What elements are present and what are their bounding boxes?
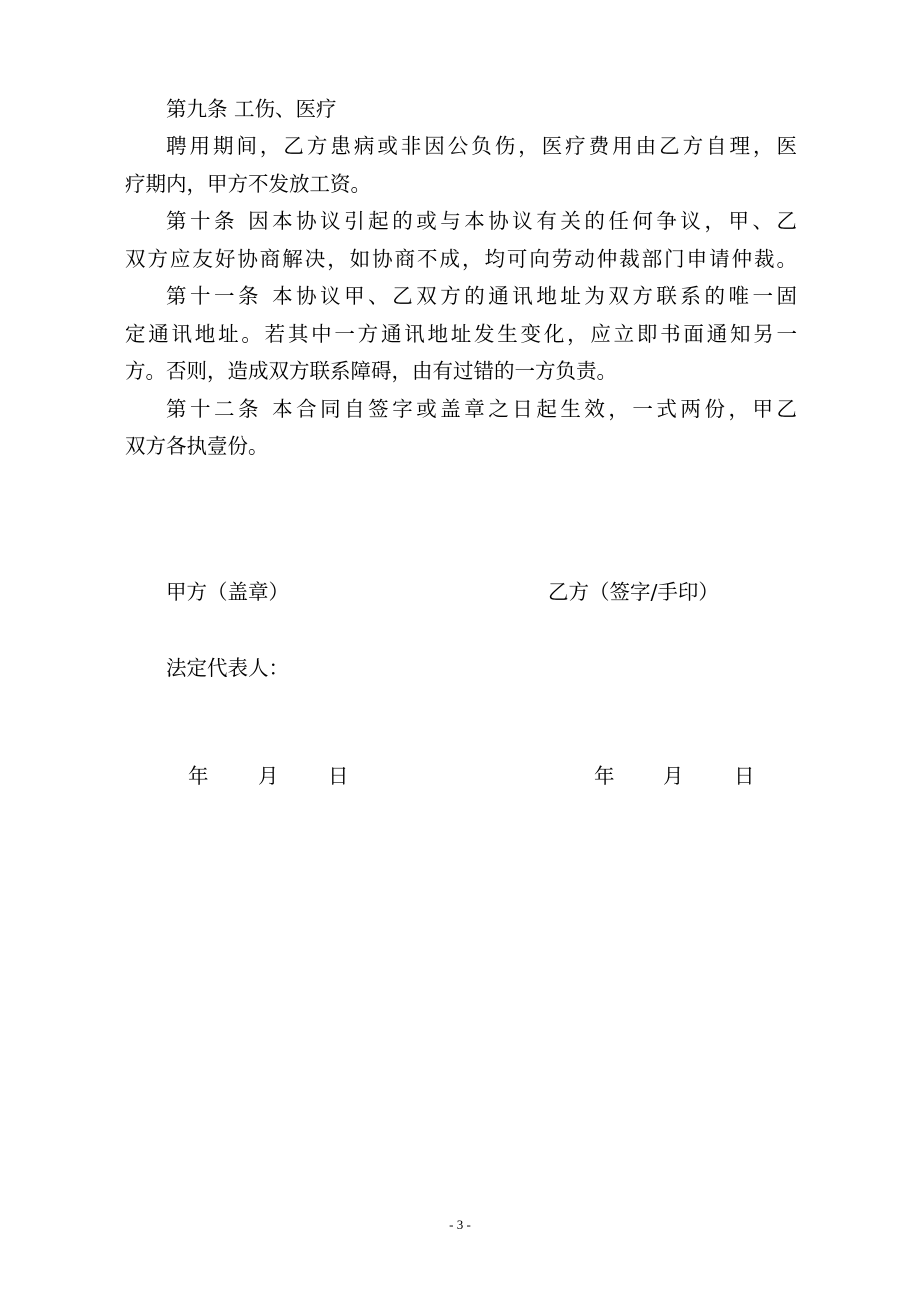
article-11-line-1: 第十一条 本协议甲、乙双方的通讯地址为双方联系的唯一固 [166,284,797,308]
article-9-line-1: 聘用期间，乙方患病或非因公负伤，医疗费用由乙方自理，医 [166,134,797,158]
party-a-seal-label: 甲方（盖章） [166,580,289,604]
legal-representative-label: 法定代表人： [166,656,289,680]
party-b-sign-label: 乙方（签字/手印） [548,580,719,604]
article-12-line-2: 双方各执壹份。 [125,434,269,458]
article-9-title: 第九条 工伤、医疗 [166,97,337,121]
party-a-year-label: 年 [188,764,209,788]
party-b-day-label: 日 [734,764,755,788]
party-a-day-label: 日 [328,764,349,788]
party-b-month-label: 月 [663,764,684,788]
article-11-line-2: 定通讯地址。若其中一方通讯地址发生变化，应立即书面通知另一 [125,322,797,346]
article-12-line-1: 第十二条 本合同自签字或盖章之日起生效，一式两份，甲乙 [166,397,797,421]
page-number: - 3 - [449,1217,471,1232]
party-a-month-label: 月 [258,764,279,788]
party-b-year-label: 年 [594,764,615,788]
article-10-line-2: 双方应友好协商解决，如协商不成，均可向劳动仲裁部门申请仲裁。 [125,247,797,271]
article-9-line-2: 疗期内，甲方不发放工资。 [125,172,371,196]
article-10-line-1: 第十条 因本协议引起的或与本协议有关的任何争议，甲、乙 [166,209,797,233]
article-11-line-3: 方。否则，造成双方联系障碍，由有过错的一方负责。 [125,359,617,383]
